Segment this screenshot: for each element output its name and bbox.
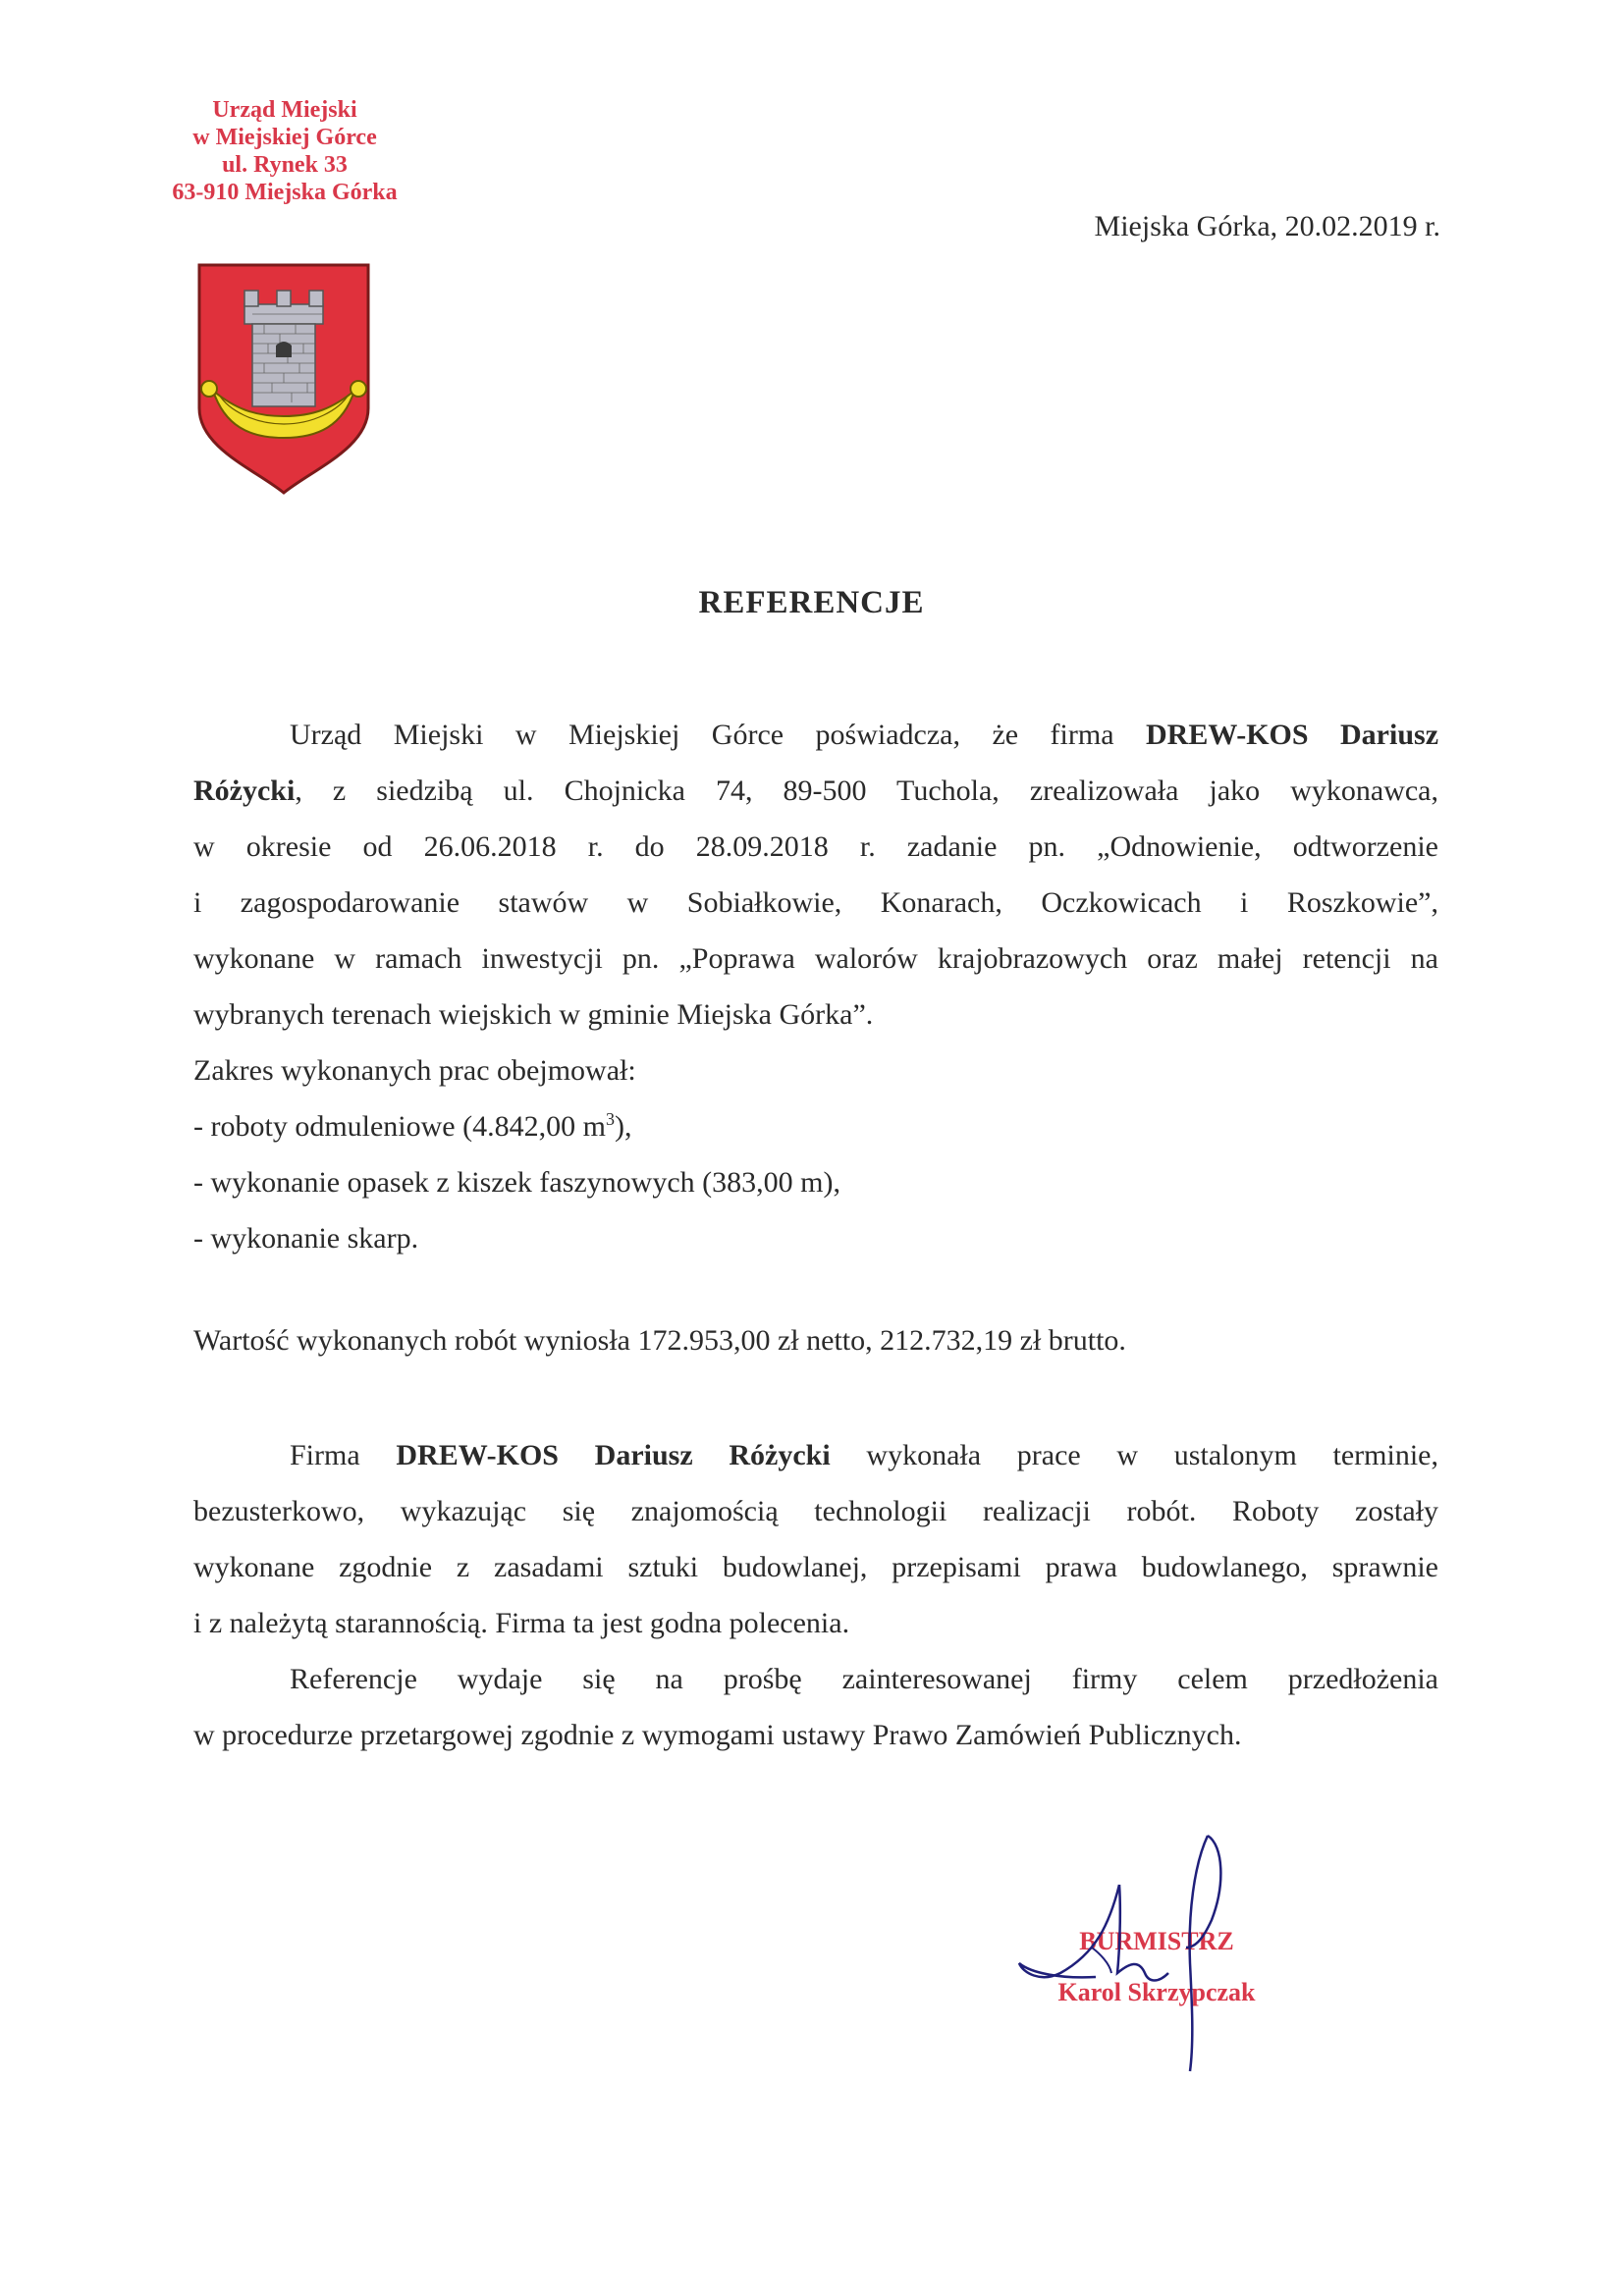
- text-span: Firma: [290, 1439, 397, 1471]
- text-span: Urząd Miejski w Miejskiej Górce poświadcza, że firma: [290, 719, 1146, 751]
- paragraph-line: [193, 1427, 1438, 1483]
- value-line: Wartość wykonanych robót wyniosła 172.953,00 zł netto, 212.732,19 zł brutto.: [193, 1324, 1126, 1357]
- coat-of-arms-tower-icon: [195, 261, 372, 497]
- office-name: Urząd Miejski: [212, 97, 357, 123]
- paragraph-line: w okresie od 26.06.2018 r. do 28.09.2018 r. zadanie pn. „Odnowienie, odtworzenie: [193, 830, 1438, 863]
- scope-list: [193, 1042, 1438, 1266]
- office-city: w Miejskiej Górce: [192, 125, 377, 150]
- paragraph-line: wykonane w ramach inwestycji pn. „Poprawa walorów krajobrazowych oraz małej retencji na: [193, 942, 1438, 975]
- paragraph-line: [193, 763, 1438, 819]
- document-date: Miejska Górka, 20.02.2019 r.: [1094, 210, 1440, 242]
- paragraph-3: [193, 1651, 1438, 1763]
- paragraph-line: w procedurze przetargowej zgodnie z wymogami ustawy Prawo Zamówień Publicznych.: [193, 1719, 1242, 1751]
- document-body: [193, 707, 1438, 1763]
- paragraph-line: wykonane zgodnie z zasadami sztuki budowlanej, przepisami prawa budowlanego, sprawnie: [193, 1551, 1438, 1583]
- paragraph-2: [193, 1427, 1438, 1651]
- superscript: 3: [605, 1109, 615, 1129]
- scope-item-2: - wykonanie opasek z kiszek faszynowych (383,00 m),: [193, 1166, 840, 1199]
- office-postal: 63-910 Miejska Górka: [172, 180, 398, 205]
- document-title: REFERENCJE: [698, 585, 925, 620]
- company-name: DREW-KOS Dariusz Różycki: [396, 1439, 831, 1471]
- paragraph-line: bezusterkowo, wykazując się znajomością technologii realizacji robót. Roboty zostały: [193, 1495, 1438, 1527]
- company-name: Różycki: [193, 774, 296, 807]
- paragraph-line: [193, 707, 1438, 763]
- paragraph-line: Referencje wydaje się na prośbę zainteresowanej firmy celem przedłożenia: [290, 1663, 1438, 1695]
- paragraph-1: [193, 707, 1438, 1042]
- scope-intro: Zakres wykonanych prac obejmował:: [193, 1054, 636, 1087]
- text-span: , z siedzibą ul. Chojnicka 74, 89-500 Tuchola, zrealizowała jako wykonawca,: [295, 774, 1438, 807]
- signature-name: Karol Skrzypczak: [1057, 1978, 1256, 2006]
- scope-item-1: [193, 1098, 1438, 1154]
- paragraph-line: i z należytą starannością. Firma ta jest godna polecenia.: [193, 1607, 850, 1639]
- text-span: wykonała prace w ustalonym terminie,: [830, 1439, 1438, 1471]
- text-span: - roboty odmuleniowe (4.842,00 m: [193, 1110, 606, 1143]
- signature-role: BURMISTRZ: [1079, 1927, 1234, 1955]
- text-span: ),: [614, 1110, 632, 1143]
- company-name: DREW-KOS Dariusz: [1145, 719, 1439, 751]
- handwritten-signature-icon: [1001, 1826, 1325, 2081]
- scope-item-3: - wykonanie skarp.: [193, 1222, 419, 1255]
- office-street: ul. Rynek 33: [222, 152, 348, 178]
- paragraph-line: wybranych terenach wiejskich w gminie Miejska Górka”.: [193, 998, 874, 1031]
- office-stamp: [118, 96, 452, 206]
- paragraph-line: i zagospodarowanie stawów w Sobiałkowie, Konarach, Oczkowicach i Roszkowie”,: [193, 886, 1438, 919]
